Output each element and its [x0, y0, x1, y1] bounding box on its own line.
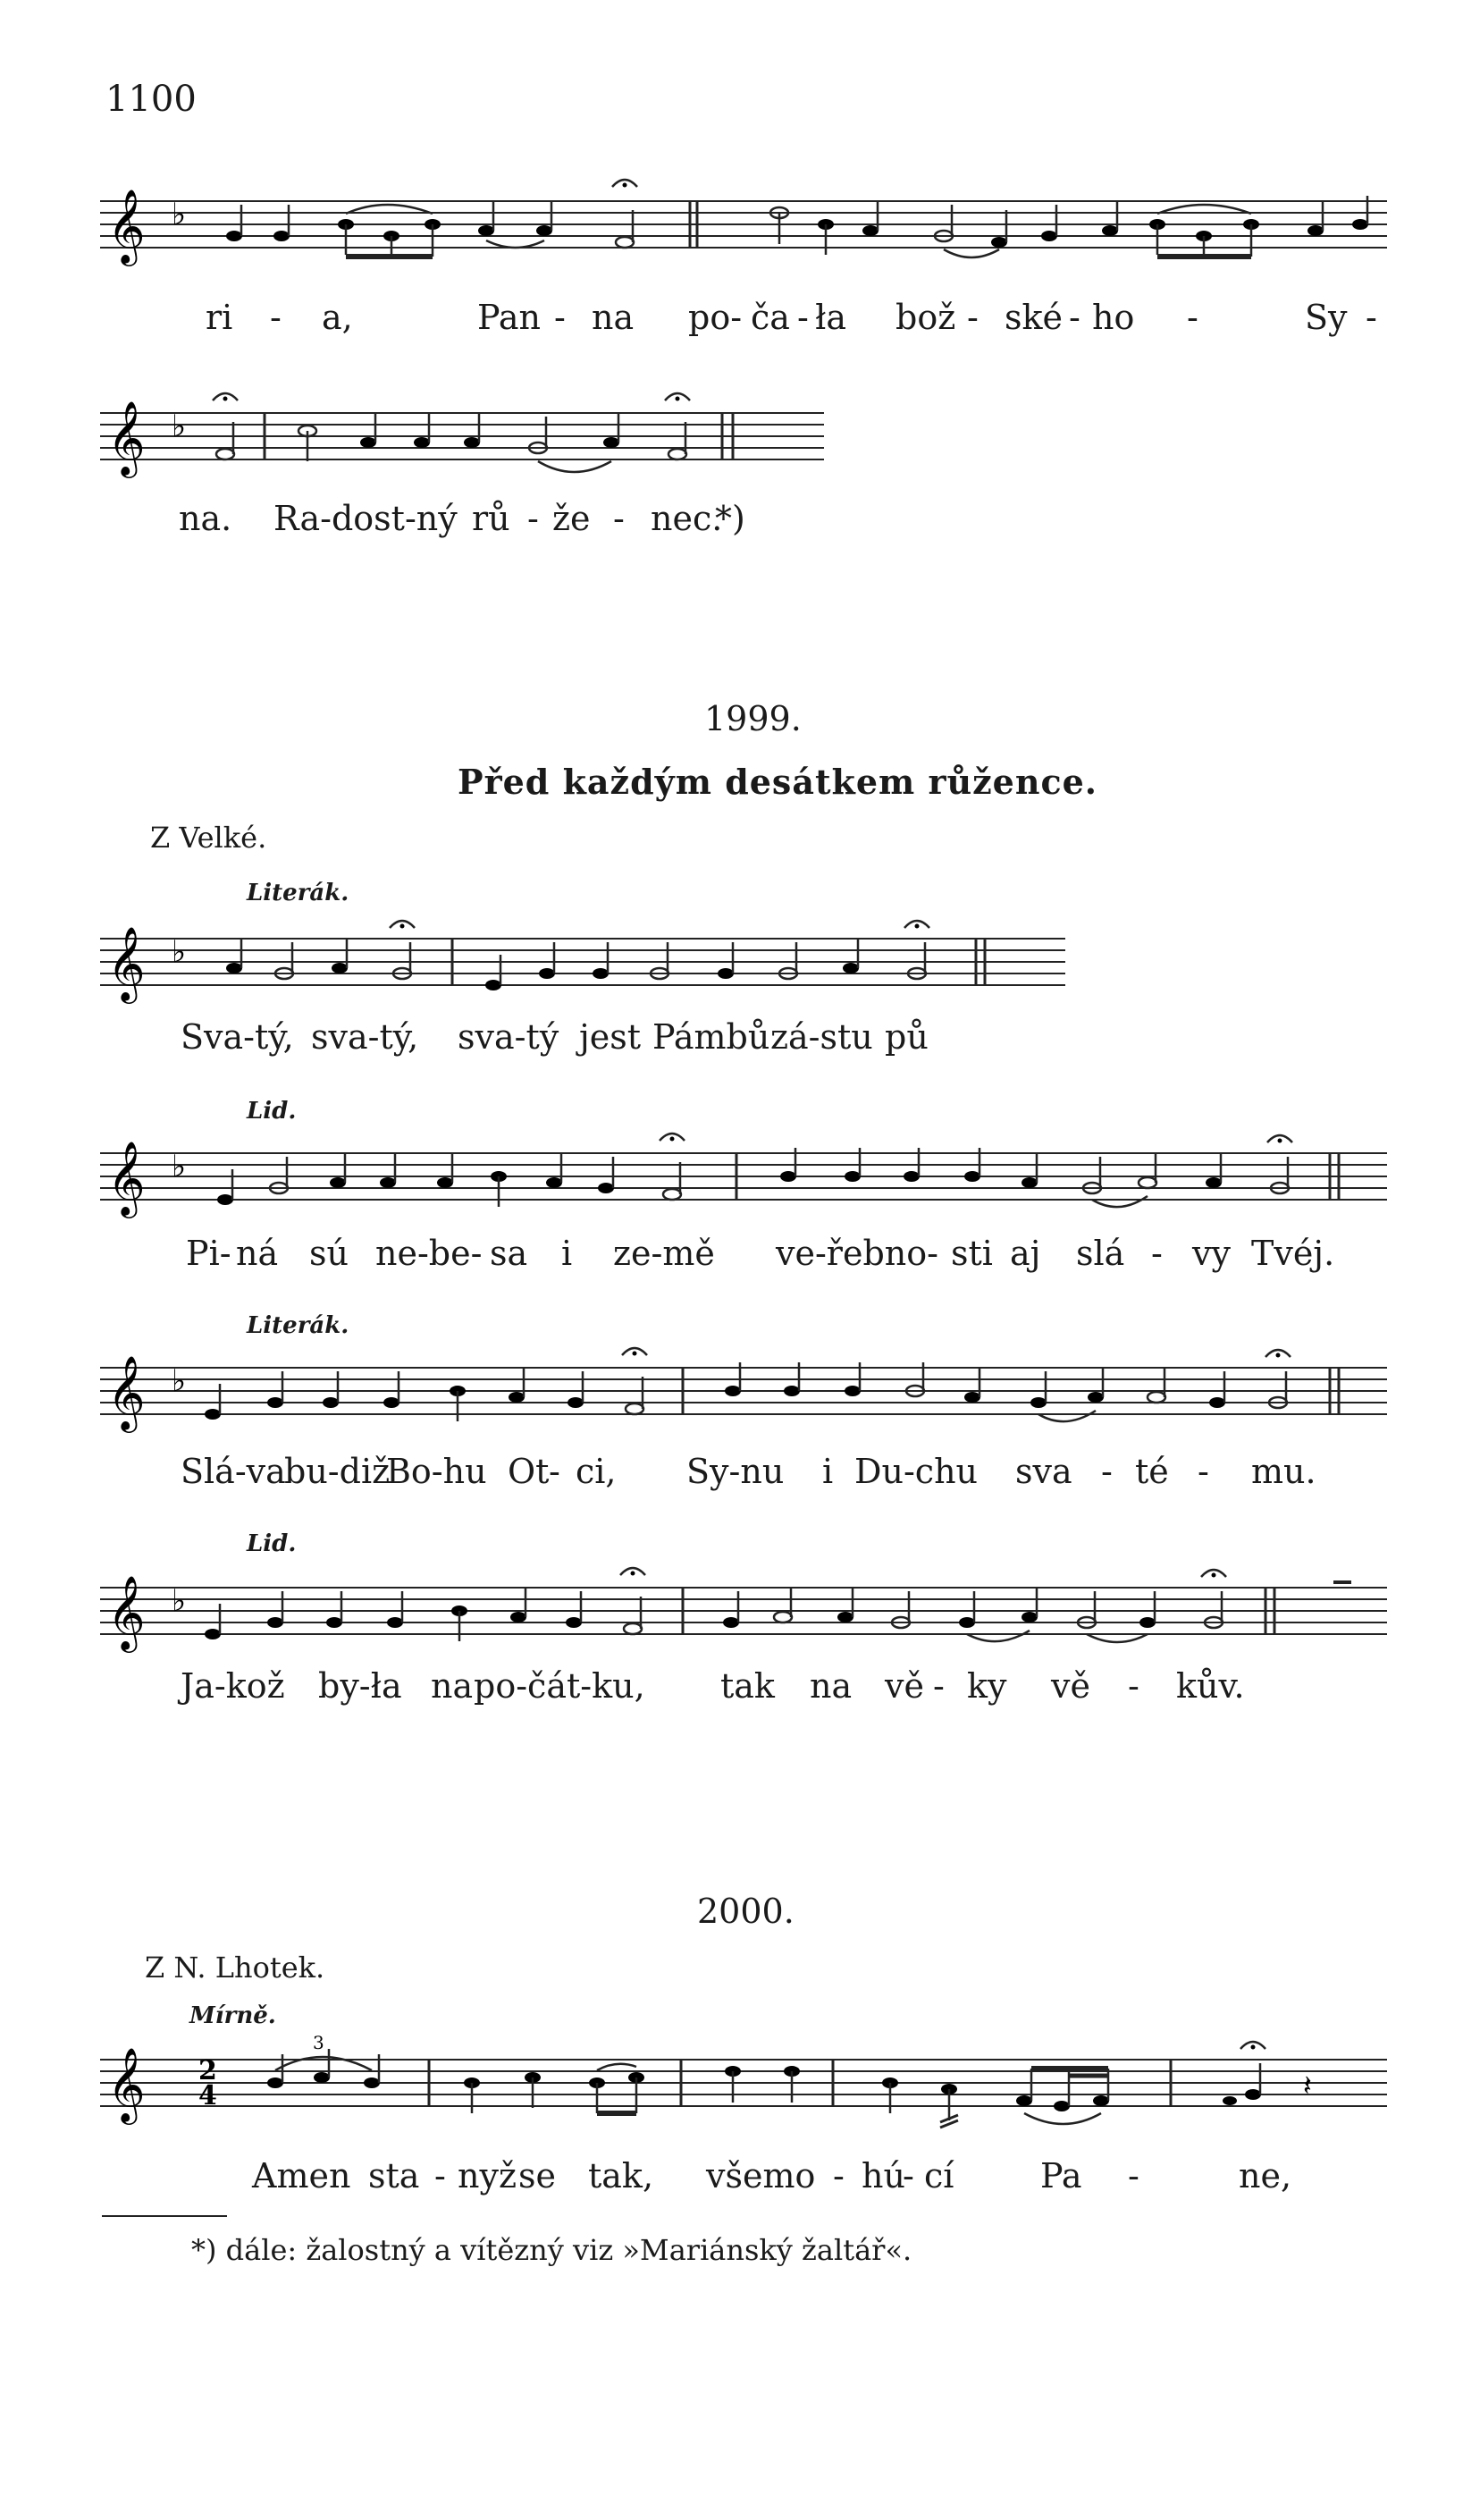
flat-icon: ♭: [172, 934, 187, 970]
flat-icon: ♭: [172, 1149, 187, 1184]
lyric-syllable: Ot: [508, 1452, 550, 1491]
music-staff: [100, 188, 1387, 291]
lyric-syllable: Pa: [1040, 2156, 1082, 2196]
lyric-syllable: Ja-kož: [181, 1666, 285, 1706]
lyric-syllable: Du-chu: [854, 1452, 979, 1491]
lyric-syllable: Amen: [252, 2156, 351, 2196]
lyric-syllable: -: [549, 1452, 560, 1491]
lyric-syllable: Pámbů: [652, 1017, 770, 1057]
lyric-syllable: Pi-: [186, 1234, 231, 1273]
lyric-syllable: tak: [720, 1666, 775, 1706]
treble-clef-icon: 𝄞: [107, 188, 146, 263]
lyric-syllable: a,: [322, 298, 353, 337]
lyric-syllable: Bo-hu: [386, 1452, 487, 1491]
lyric-syllable: kův.: [1176, 1666, 1245, 1706]
flat-icon: ♭: [172, 1583, 187, 1619]
music-staff: [100, 1140, 1387, 1234]
performer-marker: Lid.: [247, 1530, 297, 1557]
treble-clef-icon: 𝄞: [107, 1140, 146, 1215]
lyric-syllable: cí: [924, 2156, 954, 2196]
lyric-syllable: -: [554, 298, 566, 337]
time-signature-top: 2: [198, 2055, 217, 2086]
lyric-syllable: sta: [368, 2156, 420, 2196]
lyric-syllable: -: [1198, 1452, 1209, 1491]
lyric-syllable: -: [1187, 298, 1198, 337]
lyric-syllable: na: [592, 298, 635, 337]
lyric-syllable: -: [1101, 1452, 1113, 1491]
performer-marker: Literák.: [247, 880, 349, 906]
treble-clef-icon: 𝄞: [107, 1354, 146, 1429]
lyric-syllable: po-: [688, 298, 743, 337]
lyric-syllable: -: [1151, 1234, 1163, 1273]
music-staff: [100, 400, 824, 502]
lyric-syllable: sva-tý,: [311, 1017, 419, 1057]
lyric-syllable: slá: [1076, 1234, 1125, 1273]
footnote-divider: [102, 2215, 227, 2217]
lyric-syllable: -: [903, 2156, 914, 2196]
lyric-syllable: ky: [967, 1666, 1007, 1706]
treble-clef-icon: 𝄞: [107, 400, 146, 475]
lyric-syllable: po-čát-ku,: [474, 1666, 645, 1706]
lyric-syllable: by-ła: [318, 1666, 402, 1706]
lyric-syllable: Slá-va: [181, 1452, 286, 1491]
lyric-syllable: na: [431, 1666, 474, 1706]
lyric-syllable: ri: [206, 298, 233, 337]
lyric-syllable: -: [527, 499, 539, 538]
svg-text:3: 3: [313, 2032, 324, 2053]
lyric-syllable: sva: [1015, 1452, 1072, 1491]
lyric-syllable: ła: [815, 298, 846, 337]
lyric-syllable: ne-be-: [375, 1234, 483, 1273]
lyric-syllable: že: [552, 499, 591, 538]
lyric-syllable: -: [967, 298, 979, 337]
time-signature-bottom: 4: [198, 2080, 217, 2111]
tempo-marker: Mírně.: [189, 2002, 276, 2029]
lyric-syllable: rů: [472, 499, 510, 538]
song-origin: Z N. Lhotek.: [145, 1951, 325, 1985]
song-number: 1999.: [704, 699, 802, 738]
lyric-syllable: pů: [885, 1017, 929, 1057]
lyric-syllable: aj: [1010, 1234, 1041, 1273]
lyric-syllable: Pan: [477, 298, 541, 337]
lyric-syllable: ci,: [576, 1452, 617, 1491]
performer-marker: Literák.: [247, 1312, 349, 1339]
treble-clef-icon: 𝄞: [107, 925, 146, 1000]
lyric-syllable: ne,: [1239, 2156, 1292, 2196]
music-staff: [100, 1354, 1387, 1448]
lyric-syllable: -: [1069, 298, 1080, 337]
music-staff: [100, 925, 1065, 1019]
lyric-syllable: nyž: [458, 2156, 517, 2196]
lyric-syllable: ze-mě: [613, 1234, 715, 1273]
lyric-syllable: vě: [1051, 1666, 1090, 1706]
flat-icon: ♭: [172, 409, 187, 444]
lyric-syllable: Sy-nu: [686, 1452, 785, 1491]
lyric-syllable: hú: [862, 2156, 905, 2196]
lyric-syllable: vy: [1192, 1234, 1231, 1273]
footnote: *) dále: žalostný a vítězný viz »Mariánský žaltář«.: [191, 2233, 912, 2267]
lyric-syllable: vě: [885, 1666, 924, 1706]
lyric-syllable: zá-stu: [770, 1017, 873, 1057]
treble-clef-icon: 𝄞: [107, 2046, 146, 2121]
lyric-syllable: Tvéj.: [1251, 1234, 1335, 1273]
flat-icon: ♭: [172, 197, 187, 232]
lyric-syllable: -: [270, 298, 282, 337]
lyric-syllable: -: [613, 499, 625, 538]
lyric-syllable: -: [1128, 2156, 1139, 2196]
music-staff: [100, 2032, 1387, 2149]
lyric-syllable: Sy: [1305, 298, 1348, 337]
lyric-syllable: na: [810, 1666, 853, 1706]
lyric-syllable: všemo: [706, 2156, 816, 2196]
lyric-syllable: jest: [579, 1017, 642, 1057]
lyric-syllable: ve-řebno-: [776, 1234, 938, 1273]
page-number: 1100: [105, 79, 197, 120]
lyric-syllable: sú: [309, 1234, 349, 1273]
lyric-syllable: i: [822, 1452, 834, 1491]
lyric-syllable: mu.: [1251, 1452, 1316, 1491]
lyric-syllable: ské: [1005, 298, 1064, 337]
lyric-syllable: sa: [490, 1234, 528, 1273]
lyric-syllable: -: [833, 2156, 845, 2196]
lyric-syllable: ná: [236, 1234, 279, 1273]
lyric-syllable: bu-diž: [284, 1452, 391, 1491]
notes: [226, 180, 1368, 257]
lyric-syllable: *): [715, 499, 745, 538]
lyric-syllable: nec.: [651, 499, 723, 538]
lyric-syllable: -: [933, 1666, 945, 1706]
lyric-syllable: -: [797, 298, 809, 337]
lyric-syllable: -: [434, 2156, 446, 2196]
treble-clef-icon: 𝄞: [107, 1574, 146, 1649]
lyric-syllable: Ra-dost-ný: [273, 499, 458, 538]
lyric-syllable: sti: [951, 1234, 993, 1273]
lyric-syllable: ho: [1092, 298, 1135, 337]
svg-text:𝄽: 𝄽: [1303, 2069, 1312, 2103]
song-origin: Z Velké.: [150, 821, 267, 855]
lyric-syllable: -: [1366, 298, 1377, 337]
lyric-syllable: sva-tý: [458, 1017, 559, 1057]
lyric-syllable: bož: [895, 298, 956, 337]
lyric-syllable: na.: [179, 499, 232, 538]
performer-marker: Lid.: [247, 1098, 297, 1125]
song-title: Před každým desátkem růžence.: [458, 762, 1098, 802]
lyric-syllable: tak,: [588, 2156, 654, 2196]
music-staff: [100, 1574, 1387, 1668]
lyric-syllable: té: [1135, 1452, 1169, 1491]
flat-icon: ♭: [172, 1363, 187, 1399]
lyric-syllable: ča: [751, 298, 790, 337]
song-number: 2000.: [697, 1892, 795, 1931]
lyric-syllable: i: [561, 1234, 573, 1273]
lyric-syllable: se: [518, 2156, 556, 2196]
lyric-syllable: Sva-tý,: [181, 1017, 294, 1057]
lyric-syllable: -: [1128, 1666, 1139, 1706]
